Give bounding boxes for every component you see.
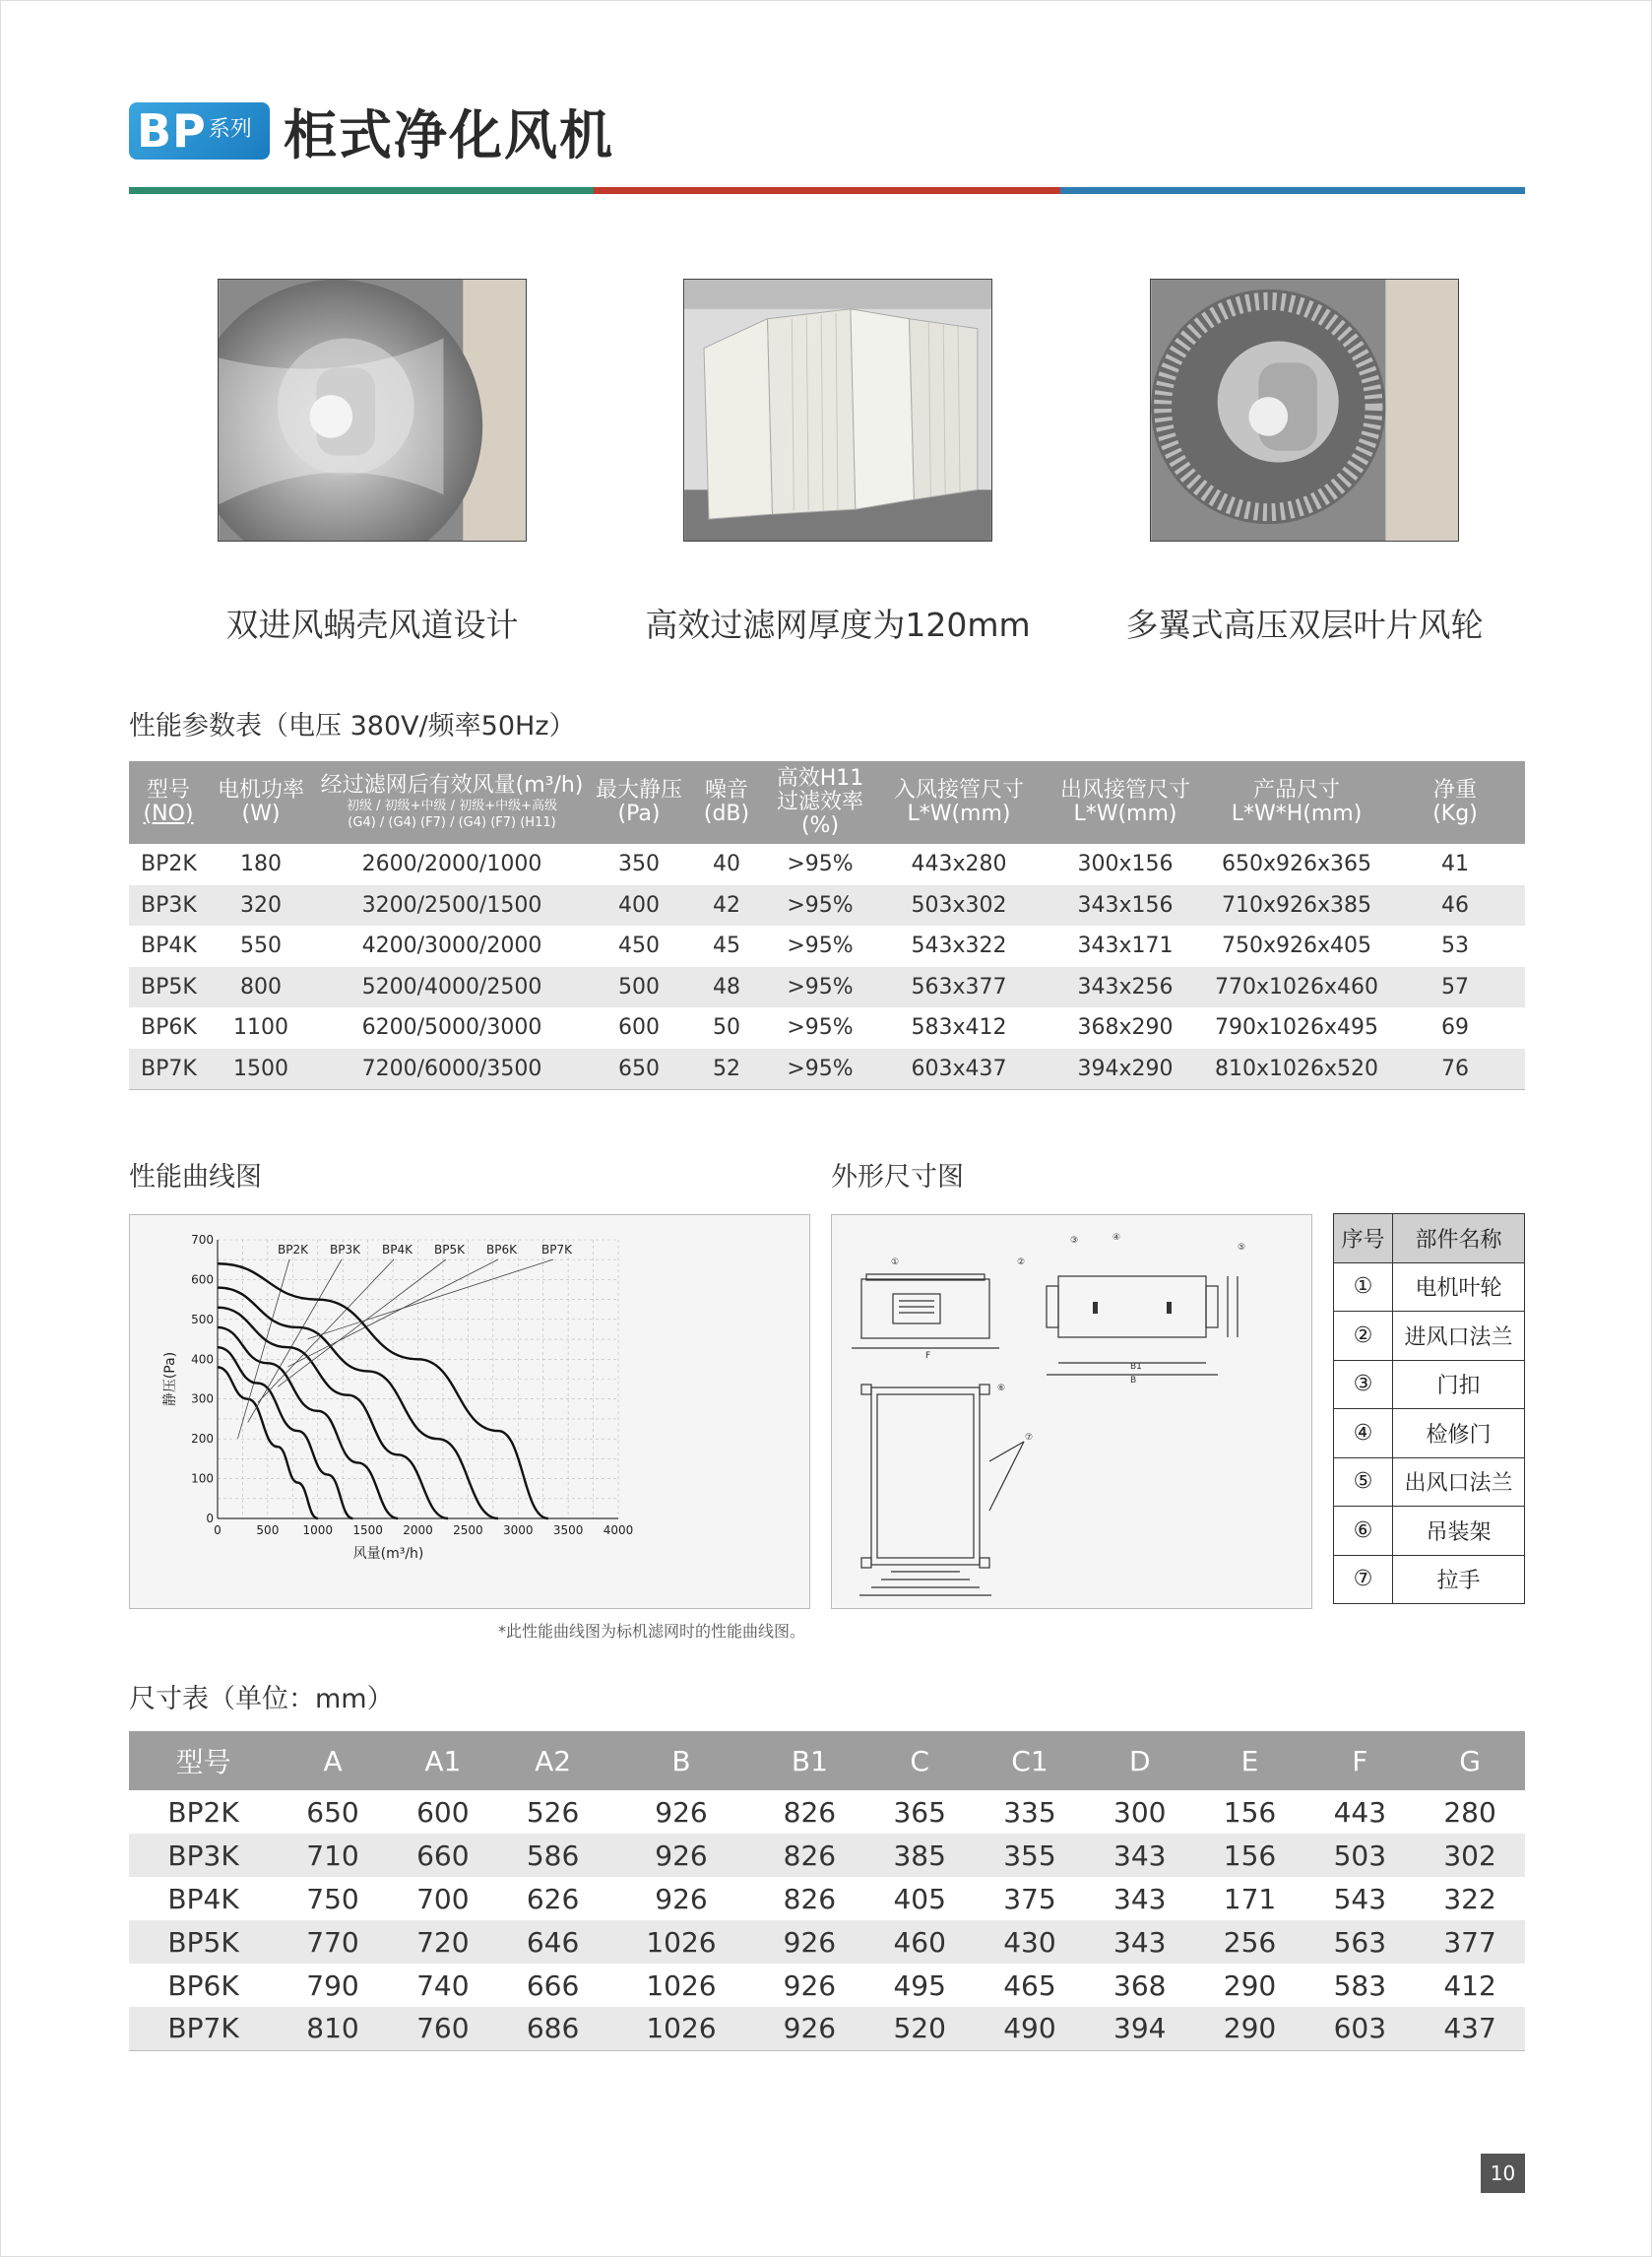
perf-cell: 320 xyxy=(208,885,314,927)
size-cell: 394 xyxy=(1085,2007,1195,2050)
badge-sub: 系列 xyxy=(208,116,252,142)
size-th: B1 xyxy=(755,1731,865,1790)
size-cell: 1026 xyxy=(607,1920,754,1964)
series-label: BP6K xyxy=(486,1243,517,1257)
parts-no: ① xyxy=(1334,1262,1393,1312)
perf-cell: 48 xyxy=(688,967,765,1008)
size-header-row xyxy=(129,1731,1525,1790)
perf-cell: 3200/2500/1500 xyxy=(314,885,590,927)
size-cell: 290 xyxy=(1195,2007,1305,2050)
x-tick-label: 0 xyxy=(214,1523,222,1537)
top-view xyxy=(871,1387,980,1565)
parts-name: 出风口法兰 xyxy=(1393,1457,1525,1507)
curve-bp6k xyxy=(218,1288,498,1518)
perf-cell: 4200/3000/2000 xyxy=(361,934,542,959)
th-text: 经过滤网后有效风量(m³/h) xyxy=(320,773,584,798)
th-text: L*W*H(mm) xyxy=(1231,802,1363,826)
th-pressure xyxy=(590,761,688,844)
size-cell: 926 xyxy=(607,1834,754,1877)
badge-main: BP xyxy=(137,104,207,158)
th-product-size xyxy=(1208,761,1385,844)
perf-row xyxy=(129,844,1525,885)
size-cell: 926 xyxy=(783,1968,837,2002)
size-th: C xyxy=(864,1731,975,1790)
filter-image xyxy=(683,279,992,542)
size-cell: 290 xyxy=(1223,1968,1277,2002)
perf-cell: 52 xyxy=(688,1049,765,1090)
perf-table-title: 性能参数表（电压 380V/频率50Hz） xyxy=(129,711,576,742)
size-row xyxy=(129,1920,1525,1964)
feature-caption-2: 高效过滤网厚度为120mm xyxy=(645,606,1031,644)
size-cell: BP7K xyxy=(129,2007,278,2050)
size-row xyxy=(129,1790,1525,1834)
parts-no: ⑦ xyxy=(1334,1555,1393,1604)
size-th: A1 xyxy=(388,1731,498,1790)
th-text: (Pa) xyxy=(617,802,661,826)
th-text: 净重 xyxy=(1432,778,1477,803)
size-cell: 1026 xyxy=(646,1968,717,2002)
callout-6: ⑥ xyxy=(997,1384,1006,1393)
th-text: 出风接管尺寸 xyxy=(1059,778,1190,803)
size-cell: 586 xyxy=(498,1834,608,1877)
size-cell: BP2K xyxy=(167,1795,239,1829)
th-text: 产品尺寸 xyxy=(1252,778,1340,803)
size-cell: 335 xyxy=(1003,1795,1056,1829)
series-badge xyxy=(129,102,270,160)
perf-cell: 710x926x385 xyxy=(1208,885,1385,927)
perf-cell: 450 xyxy=(618,934,660,959)
size-cell: 343 xyxy=(1085,1920,1195,1964)
perf-cell: 368x290 xyxy=(1077,1015,1174,1041)
perf-cell: 770x1026x460 xyxy=(1208,967,1385,1008)
size-cell: 302 xyxy=(1415,1834,1525,1877)
perf-cell: 810x1026x520 xyxy=(1208,1049,1385,1090)
size-th: D xyxy=(1085,1731,1195,1790)
size-cell: BP4K xyxy=(167,1882,239,1915)
perf-cell: 343x156 xyxy=(1043,885,1208,927)
th-text: 最大静压 xyxy=(595,778,682,803)
series-label: BP3K xyxy=(330,1243,360,1257)
perf-row xyxy=(129,1049,1525,1090)
perf-cell: 343x256 xyxy=(1043,967,1208,1008)
dimension-drawing xyxy=(831,1214,1312,1609)
volute-fan-image xyxy=(218,279,527,542)
series-label: BP4K xyxy=(382,1243,413,1257)
size-th: B xyxy=(607,1731,754,1790)
perf-cell: 603x437 xyxy=(875,1049,1043,1090)
perf-cell: 443x280 xyxy=(911,852,1007,877)
perf-cell: 6200/5000/3000 xyxy=(361,1015,542,1041)
callout-2: ② xyxy=(1017,1257,1026,1267)
size-cell: 520 xyxy=(864,2007,975,2050)
perf-cell: BP7K xyxy=(129,1049,208,1090)
series-label: BP5K xyxy=(434,1243,465,1257)
perf-cell: >95% xyxy=(787,852,854,877)
y-tick-label: 600 xyxy=(191,1272,214,1287)
size-cell: 343 xyxy=(1085,1834,1195,1877)
callout-4: ④ xyxy=(1112,1233,1121,1243)
parts-table xyxy=(1333,1213,1525,1604)
size-cell: 563 xyxy=(1304,1920,1415,1964)
parts-th-no: 序号 xyxy=(1334,1214,1393,1263)
parts-name: 吊装架 xyxy=(1393,1507,1525,1556)
th-text: 型号 xyxy=(146,778,190,803)
y-tick-label: 100 xyxy=(191,1471,214,1486)
perf-cell: BP5K xyxy=(129,967,208,1008)
size-cell: 760 xyxy=(388,2007,498,2050)
size-cell: 443 xyxy=(1333,1795,1387,1829)
perf-table xyxy=(129,761,1525,1090)
size-table xyxy=(129,1731,1525,2051)
size-cell: 343 xyxy=(1113,1882,1167,1915)
size-cell: BP3K xyxy=(129,1834,278,1877)
parts-row xyxy=(1334,1507,1525,1556)
th-model xyxy=(129,761,208,844)
size-cell: 490 xyxy=(975,2007,1085,2050)
th-weight xyxy=(1385,761,1525,844)
size-cell: 826 xyxy=(755,1834,865,1877)
perf-cell: 76 xyxy=(1385,1049,1525,1090)
y-tick-label: 300 xyxy=(191,1391,214,1406)
size-cell: 826 xyxy=(783,1882,837,1915)
perf-cell: >95% xyxy=(765,967,875,1008)
size-cell: 495 xyxy=(893,1968,946,2002)
size-cell: 926 xyxy=(655,1795,708,1829)
parts-row xyxy=(1334,1312,1525,1361)
perf-cell: 45 xyxy=(713,934,740,959)
th-power xyxy=(208,761,314,844)
perf-cell: 350 xyxy=(618,852,660,877)
size-row xyxy=(129,2007,1525,2050)
size-cell: 626 xyxy=(526,1882,580,1915)
size-cell: 926 xyxy=(755,1920,865,1964)
size-cell: 368 xyxy=(1113,1968,1167,2002)
x-tick-label: 2000 xyxy=(403,1523,433,1537)
perf-cell: 790x1026x495 xyxy=(1214,1015,1378,1041)
rule-green xyxy=(129,187,594,194)
feature-caption-1: 双进风蜗壳风道设计 xyxy=(225,606,519,644)
perf-cell: BP6K xyxy=(141,1015,197,1041)
perf-cell: 750x926x405 xyxy=(1221,934,1371,959)
perf-cell: 42 xyxy=(688,885,765,927)
size-cell: 280 xyxy=(1443,1795,1496,1829)
size-th: F xyxy=(1304,1731,1415,1790)
th-text: (%) xyxy=(800,813,840,838)
perf-cell: 5200/4000/2500 xyxy=(314,967,590,1008)
perf-cell: 50 xyxy=(713,1015,740,1041)
size-cell: 770 xyxy=(278,1920,388,1964)
side-view xyxy=(1058,1276,1206,1337)
size-cell: 666 xyxy=(526,1968,580,2002)
parts-name: 进风口法兰 xyxy=(1393,1312,1525,1361)
th-airflow xyxy=(314,761,590,844)
size-cell: 365 xyxy=(893,1795,946,1829)
perf-cell: BP2K xyxy=(141,852,197,877)
size-cell: 377 xyxy=(1415,1920,1525,1964)
size-row xyxy=(129,1964,1525,2007)
perf-cell: >95% xyxy=(787,934,854,959)
parts-name: 拉手 xyxy=(1393,1555,1525,1604)
parts-no: ⑤ xyxy=(1334,1457,1393,1507)
th-text: 入风接管尺寸 xyxy=(893,778,1024,803)
size-table-title: 尺寸表（单位：mm） xyxy=(129,1684,394,1714)
y-axis-label: 静压(Pa) xyxy=(162,1351,178,1407)
perf-cell: 503x302 xyxy=(875,885,1043,927)
size-cell: 355 xyxy=(975,1834,1085,1877)
y-tick-label: 200 xyxy=(191,1432,214,1447)
callout-3: ③ xyxy=(1070,1236,1079,1246)
th-text: 噪音 xyxy=(704,778,748,803)
perf-cell: 1500 xyxy=(208,1049,314,1090)
perf-cell: 46 xyxy=(1385,885,1525,927)
th-text: (NO) xyxy=(143,802,194,826)
parts-row xyxy=(1334,1262,1525,1312)
parts-name: 检修门 xyxy=(1393,1409,1525,1458)
size-cell: 322 xyxy=(1443,1882,1496,1915)
x-tick-label: 3000 xyxy=(502,1523,534,1537)
perf-cell: 400 xyxy=(590,885,688,927)
size-cell: 650 xyxy=(306,1795,359,1829)
series-label: BP2K xyxy=(278,1243,308,1257)
x-tick-label: 500 xyxy=(256,1523,280,1537)
y-tick-label: 400 xyxy=(191,1352,214,1367)
th-text: 过滤效率 xyxy=(776,790,863,814)
perf-header-row xyxy=(129,761,1525,844)
size-row xyxy=(129,1834,1525,1877)
x-tick-label: 2500 xyxy=(453,1523,483,1537)
size-cell: 412 xyxy=(1443,1968,1496,2002)
size-cell: 375 xyxy=(1003,1882,1056,1915)
size-cell: BP5K xyxy=(129,1920,278,1964)
feature-caption-3: 多翼式高压双层叶片风轮 xyxy=(1125,606,1484,644)
th-efficiency xyxy=(765,761,875,844)
x-axis-label: 风量(m³/h) xyxy=(352,1546,424,1562)
perf-row xyxy=(129,1007,1525,1049)
size-cell: 583 xyxy=(1333,1968,1387,2002)
size-cell: 460 xyxy=(864,1920,975,1964)
perf-cell: 180 xyxy=(240,852,282,877)
parts-no: ② xyxy=(1334,1312,1393,1361)
size-cell: 710 xyxy=(278,1834,388,1877)
perf-cell: 2600/2000/1000 xyxy=(361,852,542,877)
th-text: (dB) xyxy=(703,802,750,826)
callout-7: ⑦ xyxy=(1025,1433,1034,1443)
size-cell: 385 xyxy=(864,1834,975,1877)
perf-cell: 550 xyxy=(240,934,282,959)
size-cell: 503 xyxy=(1304,1834,1415,1877)
parts-no: ③ xyxy=(1334,1360,1393,1409)
size-cell: 171 xyxy=(1223,1882,1277,1915)
size-cell: 156 xyxy=(1195,1834,1305,1877)
size-cell: 810 xyxy=(278,2007,388,2050)
size-cell: 156 xyxy=(1223,1795,1277,1829)
th-text: (Kg) xyxy=(1432,802,1478,826)
curve-bp7k xyxy=(218,1263,548,1518)
x-tick-label: 3500 xyxy=(552,1523,584,1537)
parts-row xyxy=(1334,1457,1525,1507)
perf-row xyxy=(129,967,1525,1008)
perf-cell: 650x926x365 xyxy=(1221,852,1371,877)
th-text: L*W(mm) xyxy=(907,802,1011,826)
size-cell: 526 xyxy=(526,1795,580,1829)
perf-cell: 543x322 xyxy=(911,934,1007,959)
perf-cell: BP3K xyxy=(129,885,208,927)
perf-cell: >95% xyxy=(765,1049,875,1090)
size-cell: 1026 xyxy=(607,2007,754,2050)
perf-cell: 57 xyxy=(1385,967,1525,1008)
y-tick-label: 0 xyxy=(206,1512,214,1525)
size-cell: 405 xyxy=(893,1882,946,1915)
size-cell: 926 xyxy=(655,1882,708,1915)
th-noise xyxy=(688,761,765,844)
perf-cell: 41 xyxy=(1441,852,1469,877)
perf-cell: 343x171 xyxy=(1077,934,1174,959)
size-cell: 790 xyxy=(306,1968,359,2002)
y-tick-label: 700 xyxy=(191,1233,214,1247)
size-cell: 437 xyxy=(1415,2007,1525,2050)
drawing-svg xyxy=(832,1215,1313,1610)
size-cell: 740 xyxy=(416,1968,470,2002)
th-text: 高效H11 xyxy=(776,766,864,791)
dim-title: 外形尺寸图 xyxy=(831,1162,964,1193)
parts-row xyxy=(1334,1555,1525,1604)
header xyxy=(129,99,614,166)
perf-cell: 563x377 xyxy=(875,967,1043,1008)
size-cell: 646 xyxy=(498,1920,608,1964)
rule-red xyxy=(594,187,1060,194)
perf-cell: >95% xyxy=(787,1015,854,1041)
size-th: A2 xyxy=(498,1731,608,1790)
impeller-image xyxy=(1150,279,1459,542)
size-cell: 300 xyxy=(1113,1795,1167,1829)
parts-no: ④ xyxy=(1334,1409,1393,1458)
parts-no: ⑥ xyxy=(1334,1507,1393,1556)
x-tick-label: 1500 xyxy=(352,1523,383,1537)
size-cell: 603 xyxy=(1304,2007,1415,2050)
performance-curve-chart xyxy=(129,1214,810,1609)
perf-row xyxy=(129,885,1525,927)
x-tick-label: 4000 xyxy=(603,1523,634,1537)
page-title: 柜式净化风机 xyxy=(284,103,614,166)
perf-cell: 500 xyxy=(590,967,688,1008)
perf-cell: 650 xyxy=(590,1049,688,1090)
parts-name: 门扣 xyxy=(1393,1360,1525,1409)
size-cell: BP6K xyxy=(167,1968,239,2002)
size-cell: 256 xyxy=(1195,1920,1305,1964)
parts-name: 电机叶轮 xyxy=(1393,1262,1525,1312)
perf-cell: 69 xyxy=(1441,1015,1469,1041)
parts-row xyxy=(1334,1409,1525,1458)
th-inlet xyxy=(875,761,1043,844)
dim-label-b: B xyxy=(1130,1376,1137,1386)
th-outlet xyxy=(1043,761,1208,844)
size-cell: 543 xyxy=(1333,1882,1387,1915)
perf-cell: 40 xyxy=(713,852,740,877)
size-th: G xyxy=(1415,1731,1525,1790)
rule-blue xyxy=(1060,187,1525,194)
size-cell: 750 xyxy=(306,1882,359,1915)
perf-cell: BP4K xyxy=(141,934,197,959)
size-cell: 600 xyxy=(416,1795,470,1829)
perf-cell: 300x156 xyxy=(1077,852,1174,877)
x-tick-label: 1000 xyxy=(302,1523,334,1537)
size-th: E xyxy=(1195,1731,1305,1790)
perf-cell: 394x290 xyxy=(1043,1049,1208,1090)
chart-note: *此性能曲线图为标机滤网时的性能曲线图。 xyxy=(498,1622,806,1641)
dim-label-f: F xyxy=(925,1351,931,1361)
page-number: 10 xyxy=(1481,2154,1525,2193)
perf-cell: 583x412 xyxy=(911,1015,1007,1041)
size-cell: 720 xyxy=(388,1920,498,1964)
chart-svg xyxy=(130,1215,811,1610)
series-label: BP7K xyxy=(541,1243,572,1257)
th-sub: 初级 / 初级+中级 / 初级+中级+高级 xyxy=(347,799,557,813)
th-text: L*W(mm) xyxy=(1073,802,1177,826)
perf-cell: 800 xyxy=(208,967,314,1008)
dim-label-b1: B1 xyxy=(1130,1362,1142,1372)
size-cell: 430 xyxy=(975,1920,1085,1964)
th-text: 电机功率 xyxy=(217,778,304,803)
callout-1: ① xyxy=(891,1257,900,1267)
size-th: C1 xyxy=(975,1731,1085,1790)
th-text: (W) xyxy=(241,802,281,826)
curve-title: 性能曲线图 xyxy=(129,1162,262,1193)
front-view xyxy=(861,1279,989,1338)
th-sub: (G4) / (G4) (F7) / (G4) (F7) (H11) xyxy=(348,815,556,830)
perf-cell: 1100 xyxy=(233,1015,288,1041)
parts-th-name: 部件名称 xyxy=(1393,1214,1525,1263)
parts-header-row xyxy=(1334,1214,1525,1263)
perf-cell: 600 xyxy=(618,1015,660,1041)
size-cell: 700 xyxy=(416,1882,470,1915)
size-cell: 826 xyxy=(783,1795,837,1829)
perf-cell: >95% xyxy=(765,885,875,927)
size-cell: 926 xyxy=(755,2007,865,2050)
size-row xyxy=(129,1877,1525,1920)
size-th: 型号 xyxy=(129,1731,278,1790)
size-cell: 686 xyxy=(498,2007,608,2050)
size-cell: 660 xyxy=(388,1834,498,1877)
perf-cell: 53 xyxy=(1441,934,1469,959)
callout-5: ⑤ xyxy=(1238,1243,1246,1253)
size-th: A xyxy=(278,1731,388,1790)
y-tick-label: 500 xyxy=(191,1312,214,1326)
parts-row xyxy=(1334,1360,1525,1409)
size-cell: 465 xyxy=(1003,1968,1056,2002)
perf-cell: 7200/6000/3500 xyxy=(314,1049,590,1090)
perf-row xyxy=(129,926,1525,967)
